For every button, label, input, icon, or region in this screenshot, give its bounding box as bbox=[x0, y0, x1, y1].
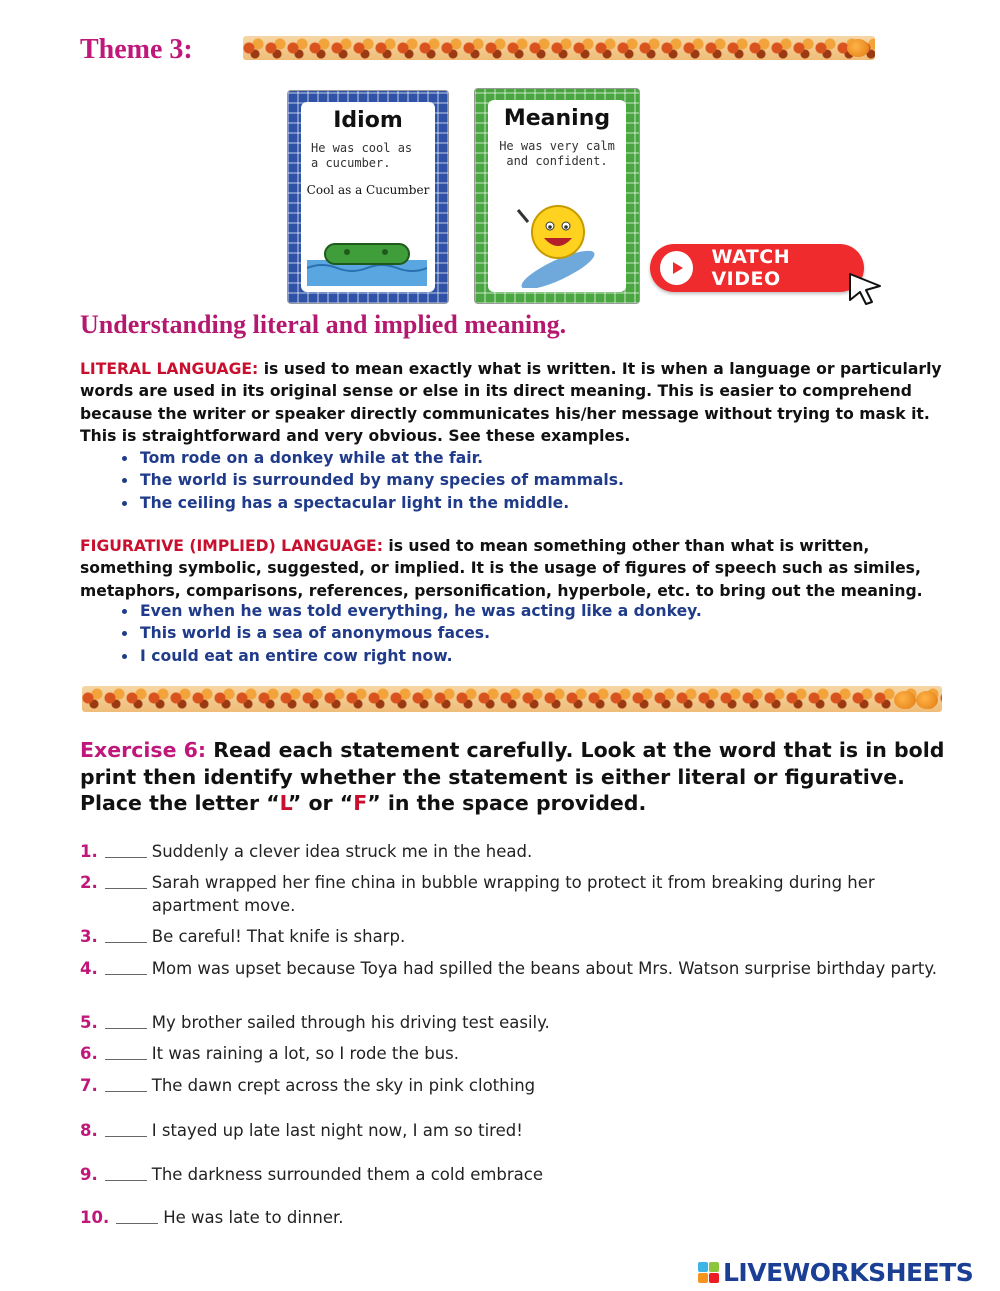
autumn-leaf-border-top bbox=[243, 36, 875, 60]
answer-blank[interactable] bbox=[105, 1164, 147, 1181]
watch-video-button[interactable] bbox=[650, 244, 864, 292]
idiom-card-caption: Cool as a Cucumber bbox=[306, 183, 430, 197]
answer-blank[interactable] bbox=[105, 1043, 147, 1060]
question-number: 4. bbox=[80, 959, 98, 978]
meaning-card-title: Meaning bbox=[503, 106, 611, 131]
letter-l: L bbox=[279, 791, 288, 815]
question-number: 5. bbox=[80, 1013, 98, 1032]
question-text: Suddenly a clever idea struck me in the head. bbox=[151, 842, 533, 861]
question-item bbox=[80, 1207, 940, 1230]
answer-blank[interactable] bbox=[105, 1012, 147, 1029]
answer-blank[interactable] bbox=[105, 1075, 147, 1092]
question-number: 6. bbox=[80, 1044, 98, 1063]
liveworksheets-logo-icon bbox=[698, 1262, 719, 1283]
cucumber-illustration bbox=[307, 230, 427, 286]
question-text: My brother sailed through his driving test easily. bbox=[151, 1013, 550, 1032]
pumpkin-icon bbox=[916, 691, 938, 709]
answer-blank[interactable] bbox=[116, 1207, 158, 1224]
liveworksheets-logo-text: LIVEWORKSHEETS bbox=[723, 1258, 974, 1287]
idiom-card-title: Idiom bbox=[333, 108, 403, 133]
exercise-instruction-text: Read each statement carefully. Look at the word that is in bold print then identify whether the statement is either literal or figurative. Place the letter “ bbox=[80, 738, 945, 815]
question-item bbox=[80, 958, 940, 981]
answer-blank[interactable] bbox=[105, 958, 147, 975]
answer-blank[interactable] bbox=[105, 841, 147, 858]
exercise-instruction-text: ” in the space provided. bbox=[367, 791, 647, 815]
question-item bbox=[80, 1012, 940, 1035]
list-item: • The ceiling has a spectacular light in the middle. bbox=[138, 492, 624, 514]
question-text: It was raining a lot, so I rode the bus. bbox=[151, 1044, 459, 1063]
question-text: Mom was upset because Toya had spilled the beans about Mrs. Watson surprise birthday party. bbox=[151, 959, 938, 978]
question-item bbox=[80, 926, 940, 949]
list-item: • Tom rode on a donkey while at the fair. bbox=[138, 447, 624, 469]
idiom-card bbox=[287, 90, 449, 304]
question-text: I stayed up late last night now, I am so tired! bbox=[151, 1121, 523, 1140]
smiley-surfer-illustration bbox=[506, 192, 606, 288]
figurative-language-label: FIGURATIVE (IMPLIED) LANGUAGE: bbox=[80, 537, 383, 555]
exercise-label: Exercise 6: bbox=[80, 738, 207, 762]
idiom-card-text: He was cool as a cucumber. bbox=[311, 141, 413, 170]
question-item bbox=[80, 1164, 940, 1187]
question-number: 1. bbox=[80, 842, 98, 861]
answer-blank[interactable] bbox=[105, 1120, 147, 1137]
meaning-card bbox=[474, 88, 640, 304]
letter-f: F bbox=[353, 791, 368, 815]
question-item bbox=[80, 1120, 940, 1143]
answer-blank[interactable] bbox=[105, 926, 147, 943]
play-icon bbox=[660, 251, 693, 285]
question-number: 9. bbox=[80, 1165, 98, 1184]
exercise-instructions bbox=[80, 737, 960, 817]
figurative-examples-list bbox=[108, 600, 702, 667]
question-number: 7. bbox=[80, 1076, 98, 1095]
theme-title: Theme 3: bbox=[80, 34, 193, 65]
watch-video-label: WATCH VIDEO bbox=[711, 246, 791, 290]
question-text: Sarah wrapped her fine china in bubble wrapping to protect it from breaking during her apartment move. bbox=[151, 873, 875, 915]
exercise-instruction-text: ” or “ bbox=[287, 791, 354, 815]
literal-language-label: LITERAL LANGUAGE: bbox=[80, 360, 259, 378]
question-item bbox=[80, 841, 940, 864]
pumpkin-icon bbox=[847, 39, 869, 57]
question-text: He was late to dinner. bbox=[163, 1208, 344, 1227]
question-text: The dawn crept across the sky in pink clothing bbox=[151, 1076, 536, 1095]
question-item bbox=[80, 872, 940, 917]
pointer-cursor-icon bbox=[846, 272, 884, 306]
autumn-leaf-border-middle bbox=[82, 686, 942, 712]
list-item: • Even when he was told everything, he was acting like a donkey. bbox=[138, 600, 702, 622]
question-text: Be careful! That knife is sharp. bbox=[151, 927, 406, 946]
literal-language-paragraph bbox=[80, 358, 950, 447]
question-number: 2. bbox=[80, 873, 98, 892]
meaning-card-text: He was very calm and confident. bbox=[499, 139, 615, 168]
literal-examples-list bbox=[108, 447, 624, 514]
answer-blank[interactable] bbox=[105, 872, 147, 889]
pumpkin-icon bbox=[894, 691, 916, 709]
list-item: • This world is a sea of anonymous faces. bbox=[138, 622, 702, 644]
list-item: • The world is surrounded by many species of mammals. bbox=[138, 469, 624, 491]
figurative-language-text: is used to mean something other than what is written, something symbolic, suggested, or implied. It is the usage of figures of speech such as similes, metaphors, comparisons, references, personification, hyperbole, etc. to bring out the meaning. bbox=[80, 537, 923, 600]
question-item bbox=[80, 1075, 940, 1098]
section-title: Understanding literal and implied meaning. bbox=[80, 310, 567, 339]
question-text: The darkness surrounded them a cold embrace bbox=[151, 1165, 544, 1184]
question-number: 3. bbox=[80, 927, 98, 946]
literal-language-text: is used to mean exactly what is written. It is when a language or particularly words are used in its original sense or else in its direct meaning. This is easier to comprehend because the writer or speaker directly communicates his/her message without trying to mask it. This is straightforward and very obvious. See these examples. bbox=[80, 360, 942, 445]
figurative-language-paragraph bbox=[80, 535, 950, 602]
question-item bbox=[80, 1043, 940, 1066]
question-number: 10. bbox=[80, 1208, 110, 1227]
liveworksheets-logo[interactable] bbox=[698, 1258, 973, 1287]
question-number: 8. bbox=[80, 1121, 98, 1140]
list-item: • I could eat an entire cow right now. bbox=[138, 645, 702, 667]
